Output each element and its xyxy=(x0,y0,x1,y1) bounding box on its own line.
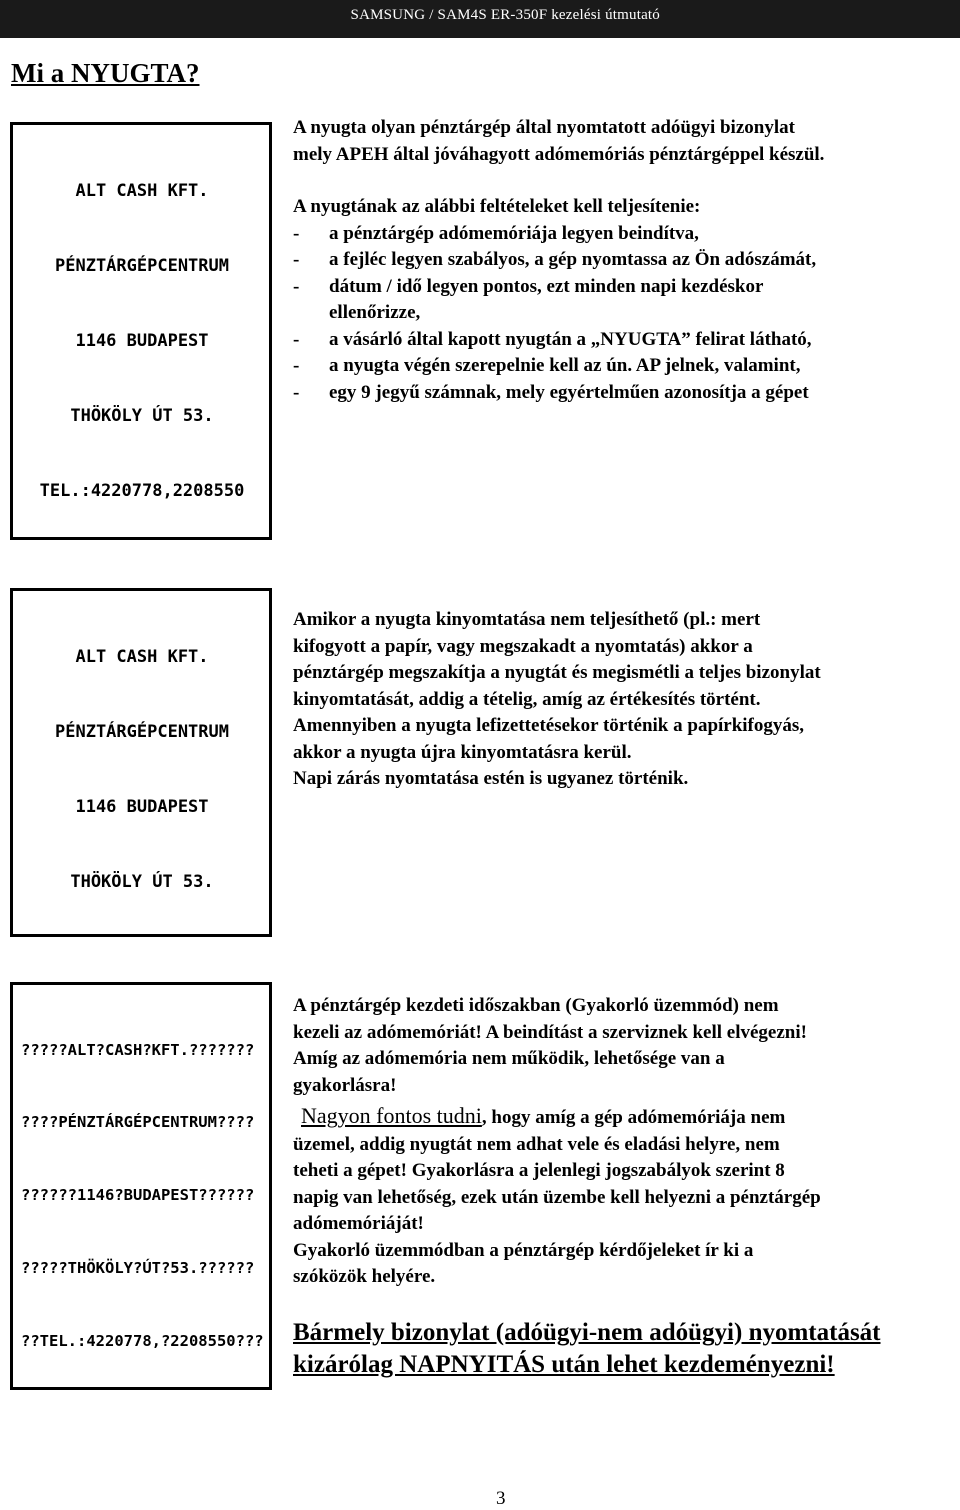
text-line: kezeli az adómemóriát! A beindítást a szerviznek kell elvégezni! xyxy=(293,1021,807,1043)
text-fragment: , hogy amíg a gép adómemóriája nem xyxy=(481,1107,786,1128)
text-line: Gyakorló üzemmódban a pénztárgép kérdőjeleket ír ki a xyxy=(293,1239,754,1261)
text-line: adómemóriáját! xyxy=(293,1213,424,1234)
text-line: gyakorlásra! xyxy=(293,1074,397,1096)
list-dash: - xyxy=(293,381,300,403)
receipt-header-line: TEL.:4220778,2208550 xyxy=(39,481,245,501)
text-line: A nyugtának az alábbi feltételeket kell teljesítenie: xyxy=(293,196,701,217)
paragraph-practice-mode xyxy=(293,993,953,1381)
text-line: Amíg az adómemória nem működik, lehetősége van a xyxy=(293,1048,725,1069)
list-item xyxy=(293,327,953,354)
final-warning-line: Bármely bizonylat (adóügyi-nem adóügyi) nyomtatását xyxy=(293,1318,881,1346)
list-item-text: a pénztárgép adómemóriája legyen beindítva, xyxy=(329,222,699,244)
paragraph-what-is-receipt xyxy=(293,115,953,406)
text-line: Amikor a nyugta kinyomtatása nem teljesíthető (pl.: mert xyxy=(293,609,761,630)
receipt-line: ?????THÖKÖLY?ÚT?53.?????? xyxy=(21,1259,255,1278)
document-title: SAMSUNG / SAM4S ER-350F kezelési útmutató xyxy=(350,7,660,23)
receipt-header-line: 1146 BUDAPEST xyxy=(75,331,209,351)
list-item xyxy=(293,353,953,380)
list-dash: - xyxy=(293,328,300,350)
text-line: Amennyiben a nyugta lefizettetésekor történik a papírkifogyás, xyxy=(293,715,805,736)
receipt-sample-normal xyxy=(10,122,272,540)
list-item-text: dátum / idő legyen pontos, ezt minden napi kezdéskor xyxy=(329,275,764,297)
text-line xyxy=(293,1103,953,1132)
final-warning-line: kizárólag NAPNYITÁS után lehet kezdeményezni! xyxy=(293,1350,835,1378)
list-item xyxy=(293,380,953,407)
list-item-text: egy 9 jegyű számnak, mely egyértelműen azonosítja a gépet xyxy=(329,381,809,403)
list-dash: - xyxy=(293,249,300,270)
text-line: szóközök helyére. xyxy=(293,1266,436,1287)
text-line: üzemel, addig nyugtát nem adhat vele és eladási helyre, nem xyxy=(293,1133,780,1155)
receipt-header-line: THÖKÖLY ÚT 53. xyxy=(70,406,214,426)
text-line: teheti a gépet! Gyakorlásra a jelenlegi jogszabályok szerint 8 xyxy=(293,1160,785,1181)
receipt-sample-interrupted xyxy=(10,588,272,937)
text-line: A nyugta olyan pénztárgép által nyomtatott adóügyi bizonylat xyxy=(293,117,795,138)
paragraph-interruption xyxy=(293,607,953,793)
list-item xyxy=(293,274,953,301)
receipt-line: ??TEL.:4220778,?2208550??? xyxy=(21,1332,264,1351)
receipt-header-line: ALT CASH KFT. xyxy=(75,647,209,667)
receipt-header-line: 1146 BUDAPEST xyxy=(75,797,209,817)
page-number: 3 xyxy=(496,1488,506,1509)
receipt-sample-practice-mode xyxy=(10,982,272,1390)
list-dash: - xyxy=(293,222,300,244)
text-line: kinyomtatását, addig a tételig, amíg az értékesítés történt. xyxy=(293,688,761,710)
list-dash: - xyxy=(293,275,300,297)
header-band xyxy=(0,0,960,38)
receipt-line: ?????ALT?CASH?KFT.??????? xyxy=(21,1040,255,1059)
text-line: Napi zárás nyomtatása estén is ugyanez történik. xyxy=(293,768,689,789)
text-line: A pénztárgép kezdeti időszakban (Gyakorló üzemmód) nem xyxy=(293,995,779,1016)
receipt-line: ????PÉNZTÁRGÉPCENTRUM???? xyxy=(21,1113,255,1132)
important-note-label: Nagyon fontos tudni xyxy=(301,1103,482,1128)
section-title: Mi a NYUGTA? xyxy=(11,58,200,88)
list-item-text: a vásárló által kapott nyugtán a „NYUGTA” felirat látható, xyxy=(329,328,812,350)
receipt-header-line: THÖKÖLY ÚT 53. xyxy=(70,872,214,892)
receipt-header-line: PÉNZTÁRGÉPCENTRUM xyxy=(55,256,229,276)
list-item-text: a fejléc legyen szabályos, a gép nyomtassa az Ön adószámát, xyxy=(329,249,817,270)
list-item-continuation: ellenőrizze, xyxy=(329,302,421,323)
text-line: kifogyott a papír, vagy megszakadt a nyomtatás) akkor a xyxy=(293,635,753,657)
list-dash: - xyxy=(293,355,300,376)
receipt-header-line: ALT CASH KFT. xyxy=(75,181,209,201)
list-item-text: a nyugta végén szerepelnie kell az ún. AP jelnek, valamint, xyxy=(329,355,801,376)
text-line: mely APEH által jóváhagyott adómemóriás pénztárgéppel készül. xyxy=(293,143,825,165)
list-item xyxy=(293,247,953,274)
text-line: pénztárgép megszakítja a nyugtát és megismétli a teljes bizonylat xyxy=(293,662,821,683)
list-item xyxy=(293,221,953,248)
text-line: akkor a nyugta újra kinyomtatásra kerül. xyxy=(293,741,632,763)
receipt-header-line: PÉNZTÁRGÉPCENTRUM xyxy=(55,722,229,742)
text-line: napig van lehetőség, ezek után üzembe kell helyezni a pénztárgép xyxy=(293,1186,821,1208)
receipt-line: ??????1146?BUDAPEST?????? xyxy=(21,1186,255,1205)
